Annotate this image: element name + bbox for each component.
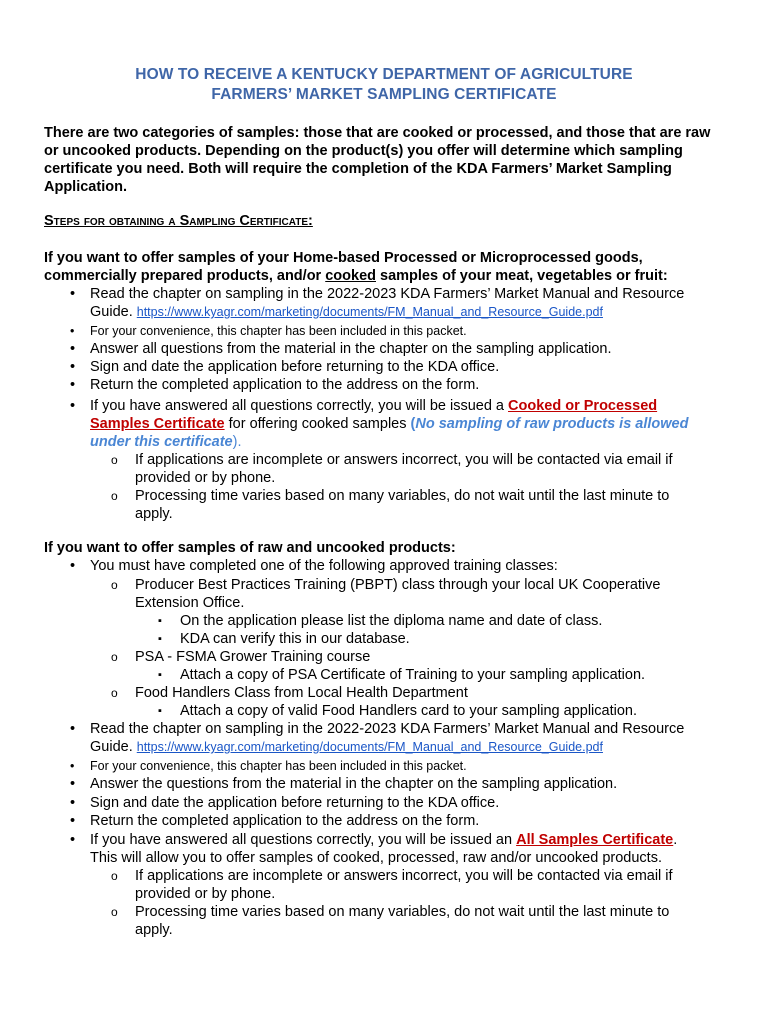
section-cooked-heading-pre: If you want to offer samples of your Home-based Processed or Microprocessed goods, commercially prepared products, and/or <box>44 250 643 284</box>
bullet-square: ▪ <box>158 705 162 717</box>
sub-list-item <box>111 487 725 523</box>
guide-prefix: Guide. <box>90 739 137 755</box>
read-chapter-text: Read the chapter on sampling in the 2022-2023 KDA Farmers’ Market Manual and Resource <box>90 286 685 302</box>
all-samples-certificate-name: All Samples Certificate <box>516 832 674 848</box>
sub-sub-list-item <box>158 630 720 648</box>
must-complete-text: You must have completed one of the following approved training classes: <box>90 558 558 574</box>
bullet-disc: • <box>70 398 76 414</box>
section-cooked-heading <box>44 249 734 285</box>
bullet-square: ▪ <box>158 669 162 681</box>
sub-sub-list-item <box>158 702 720 720</box>
bullet-disc: • <box>70 359 76 375</box>
pbpt-text-cont: Extension Office. <box>135 595 245 611</box>
bullet-disc: • <box>70 286 76 302</box>
list-item <box>70 376 730 394</box>
list-item <box>70 285 730 321</box>
food-attach-text: Attach a copy of valid Food Handlers card to your sampling application. <box>180 703 637 719</box>
bullet-disc: • <box>70 813 76 829</box>
pbpt-diploma-text: On the application please list the diploma name and date of class. <box>180 613 603 629</box>
bullet-disc: • <box>70 324 75 338</box>
bullet-disc: • <box>70 558 76 574</box>
bullet-circle: o <box>111 489 118 503</box>
sign-text: Sign and date the application before returning to the KDA office. <box>90 795 500 811</box>
list-item <box>70 397 730 451</box>
issued-post: . <box>673 832 678 848</box>
convenience-text: For your convenience, this chapter has been included in this packet. <box>90 324 467 338</box>
bullet-square: ▪ <box>158 615 162 627</box>
bullet-circle: o <box>111 686 118 700</box>
sub-sub-list-item <box>158 612 720 630</box>
convenience-text: For your convenience, this chapter has been included in this packet. <box>90 759 467 773</box>
processing-text: Processing time varies based on many variables, do not wait until the last minute to <box>135 488 670 504</box>
sub-list-item <box>111 576 725 612</box>
incomplete-text: If applications are incomplete or answers incorrect, you will be contacted via email if <box>135 868 673 884</box>
sub-sub-list-item <box>158 666 720 684</box>
note-close: ). <box>232 434 242 450</box>
processing-text-cont: apply. <box>135 506 173 522</box>
issued-mid-text: for offering cooked samples <box>224 416 411 432</box>
list-item <box>70 757 730 775</box>
psa-text: PSA - FSMA Grower Training course <box>135 649 371 665</box>
bullet-disc: • <box>70 776 76 792</box>
bullet-circle: o <box>111 905 118 919</box>
sub-list-item <box>111 648 725 666</box>
cooked-certificate-name: Cooked or Processed <box>508 398 658 414</box>
list-item <box>70 720 730 756</box>
list-item <box>70 794 730 812</box>
section-raw-heading: If you want to offer samples of raw and uncooked products: <box>44 540 456 556</box>
issued-text: If you have answered all questions correctly, you will be issued an <box>90 832 517 848</box>
bullet-disc: • <box>70 341 76 357</box>
sub-list-item <box>111 867 725 903</box>
bullet-disc: • <box>70 832 76 848</box>
pbpt-text: Producer Best Practices Training (PBPT) class through your local UK Cooperative <box>135 577 661 593</box>
return-text: Return the completed application to the address on the form. <box>90 377 480 393</box>
list-item <box>70 322 730 340</box>
raw-products-note-cont: under this certificate <box>90 434 233 450</box>
intro-paragraph: There are two categories of samples: those that are cooked or processed, and those that are raw or uncooked products. Depending on the product(s) you offer will determine which sampling certificate you need. Both will require the completion of the KDA Farmers’ Market Sampling Application. <box>44 125 711 195</box>
document-title-line-2: FARMERS’ MARKET SAMPLING CERTIFICATE <box>211 86 557 103</box>
bullet-circle: o <box>111 869 118 883</box>
return-text: Return the completed application to the address on the form. <box>90 813 480 829</box>
cooked-certificate-name-cont: Samples Certificate <box>90 416 225 432</box>
incomplete-text-cont: provided or by phone. <box>135 886 276 902</box>
sub-list-item <box>111 451 725 487</box>
bullet-circle: o <box>111 650 118 664</box>
manual-link[interactable]: https://www.kyagr.com/marketing/documents/FM_Manual_and_Resource_Guide.pdf <box>136 740 603 754</box>
note-open: ( <box>410 416 416 432</box>
pbpt-verify-text: KDA can verify this in our database. <box>180 631 410 647</box>
list-item <box>70 340 730 358</box>
answer-text: Answer the questions from the material in the chapter on the sampling application. <box>90 776 618 792</box>
manual-link[interactable]: https://www.kyagr.com/marketing/documents/FM_Manual_and_Resource_Guide.pdf <box>136 305 603 319</box>
bullet-circle: o <box>111 453 118 467</box>
bullet-disc: • <box>70 759 75 773</box>
list-item <box>70 812 730 830</box>
document-title-line-1: HOW TO RECEIVE A KENTUCKY DEPARTMENT OF AGRICULTURE <box>135 66 633 83</box>
food-handlers-text: Food Handlers Class from Local Health Department <box>135 685 468 701</box>
processing-text: Processing time varies based on many variables, do not wait until the last minute to <box>135 904 670 920</box>
issued-text: If you have answered all questions correctly, you will be issued a <box>90 398 509 414</box>
incomplete-text: If applications are incomplete or answers incorrect, you will be contacted via email if <box>135 452 673 468</box>
incomplete-text-cont: provided or by phone. <box>135 470 276 486</box>
bullet-disc: • <box>70 377 76 393</box>
list-item <box>70 831 730 867</box>
sub-list-item <box>111 903 725 939</box>
allow-text: This will allow you to offer samples of cooked, processed, raw and/or uncooked products. <box>90 850 662 866</box>
read-chapter-text: Read the chapter on sampling in the 2022-2023 KDA Farmers’ Market Manual and Resource <box>90 721 685 737</box>
answer-text: Answer all questions from the material in the chapter on the sampling application. <box>90 341 612 357</box>
steps-heading: Steps for obtaining a Sampling Certificate: <box>44 213 313 229</box>
list-item <box>70 775 730 793</box>
sub-list-item <box>111 684 725 702</box>
section-cooked-heading-underlined: cooked <box>325 268 376 284</box>
psa-attach-text: Attach a copy of PSA Certificate of Training to your sampling application. <box>180 667 646 683</box>
list-item <box>70 358 730 376</box>
bullet-disc: • <box>70 795 76 811</box>
bullet-disc: • <box>70 721 76 737</box>
list-item <box>70 557 730 575</box>
raw-products-note: No sampling of raw products is allowed <box>415 416 689 432</box>
guide-prefix: Guide. <box>90 304 137 320</box>
sign-text: Sign and date the application before returning to the KDA office. <box>90 359 500 375</box>
bullet-circle: o <box>111 578 118 592</box>
processing-text-cont: apply. <box>135 922 173 938</box>
section-cooked-heading-post: samples of your meat, vegetables or fruit: <box>376 268 668 284</box>
bullet-square: ▪ <box>158 633 162 645</box>
